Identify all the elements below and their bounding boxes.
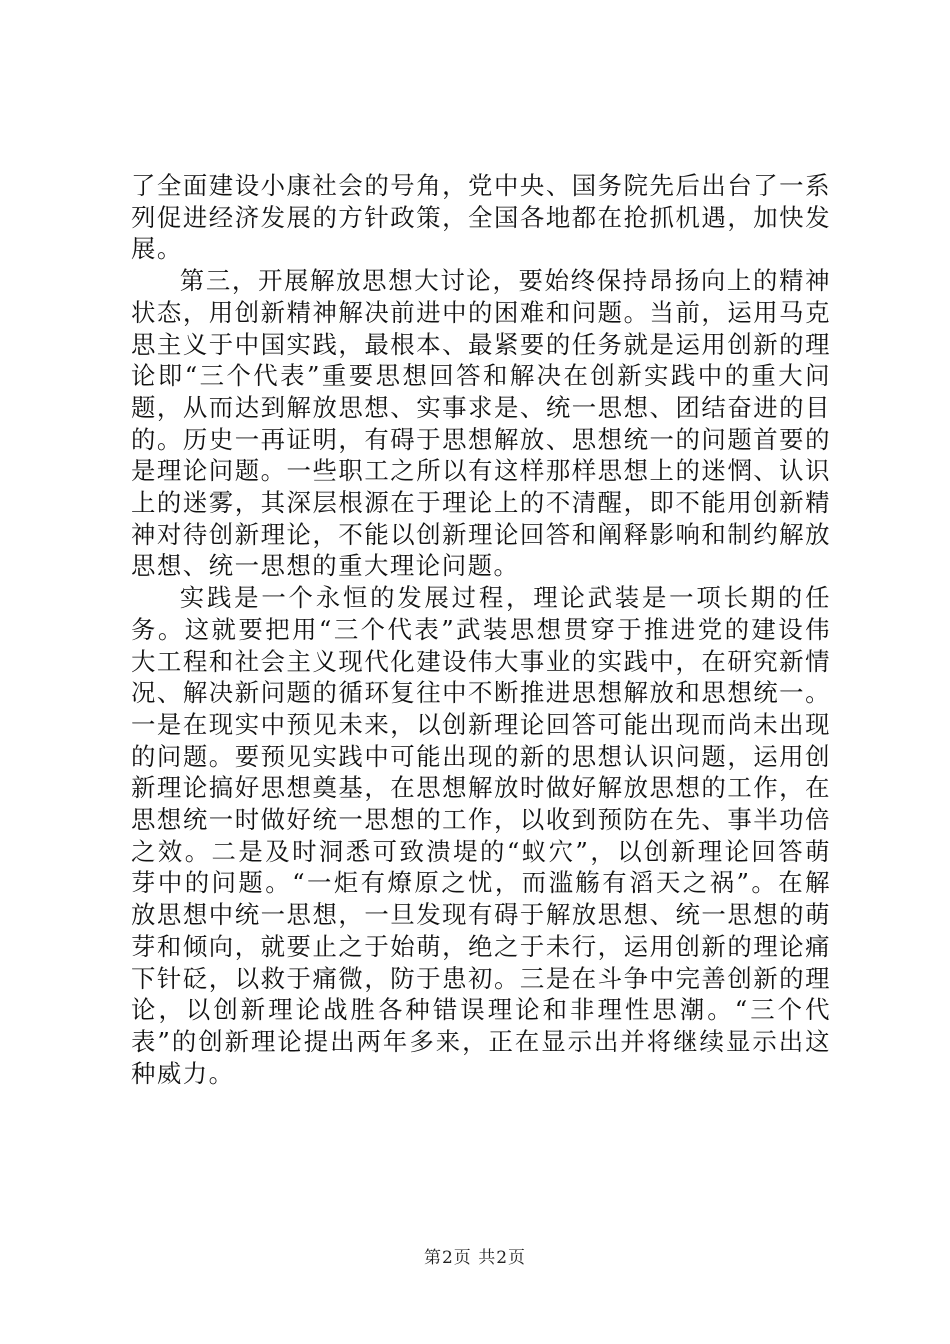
paragraph-practice: 实践是一个永恒的发展过程，理论武装是一项长期的任务。这就要把用“三个代表”武装思想贯穿于推进党的建设伟大工程和社会主义现代化建设伟大事业的实践中，在研究新情况、解决新问题的循环复往中不断推进思想解放和思想统一。一是在现实中预见未来，以创新理论回答可能出现而尚未出现的问题。要预见实践中可能出现的新的思想认识问题，运用创新理论搞好思想奠基，在思想解放时做好解放思想的工作，在思想统一时做好统一思想的工作，以收到预防在先、事半功倍之效。二是及时洞悉可致溃堤的“蚁穴”，以创新理论回答萌芽中的问题。“一炬有燎原之忧，而滥觞有滔天之祸”。在解放思想中统一思想，一旦发现有碍于解放思想、统一思想的萌芽和倾向，就要止之于始萌，绝之于未行，运用创新的理论痛下针砭，以救于痛微，防于患初。三是在斗争中完善创新的理论，以创新理论战胜各种错误理论和非理性思潮。“三个代表”的创新理论提出两年多来，正在显示出并将继续显示出这种威力。 [131, 583, 831, 1088]
paragraph-continued: 了全面建设小康社会的号角，党中央、国务院先后出台了一系列促进经济发展的方针政策，全国各地都在抢抓机遇，加快发展。 [131, 171, 831, 264]
document-body [131, 170, 831, 1089]
paragraph-third-point: 第三，开展解放思想大讨论，要始终保持昂扬向上的精神状态，用创新精神解决前进中的困难和问题。当前，运用马克思主义于中国实践，最根本、最紧要的任务就是运用创新的理论即“三个代表”重要思想回答和解决在创新实践中的重大问题，从而达到解放思想、实事求是、统一思想、团结奋进的目的。历史一再证明，有碍于思想解放、思想统一的问题首要的是理论问题。一些职工之所以有这样那样思想上的迷惘、认识上的迷雾，其深层根源在于理论上的不清醒，即不能用创新精神对待创新理论，不能以创新理论回答和阐释影响和制约解放思想、统一思想的重大理论问题。 [131, 266, 831, 581]
page-footer: 第2页 共2页 [423, 1248, 527, 1268]
